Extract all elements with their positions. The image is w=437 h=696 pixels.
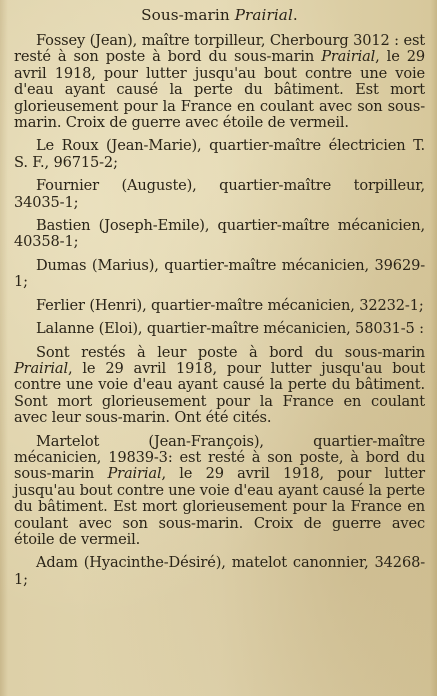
citation-martelot: Martelot (Jean-François), quartier-maître mécanicien, 19839-3: est resté à son poste, à bord du sous-marin Prairial, le 29 avril 1918, pour lutter jusqu'au bout contre une voie d'eau ayant causé la perte du bâtiment. Est mort glorieusement pour la France en coulant avec son sous-marin. Croix de guerre avec étoile de vermeil. <box>14 432 425 548</box>
citation-fossey: Fossey (Jean), maître torpilleur, Cherbourg 3012 : est resté à son poste à bord du sous-marin Prairial, le 29 avril 1918, pour lutter jusqu'au bout contre une voie d'eau ayant causé la perte du bâtiment. Est mort glorieusement pour la France en coulant avec son sous-marin. Croix de guerre avec étoile de vermeil. <box>14 32 425 132</box>
vessel-name: Prairial <box>321 48 376 66</box>
vessel-name: Prairial <box>107 465 162 483</box>
citation-fournier: Fournier (Auguste), quartier-maître torpilleur, 34035-1; <box>14 177 425 211</box>
citation-dumas: Dumas (Marius), quartier-maître mécanicien, 39629-1; <box>14 256 425 291</box>
citation-ferlier: Ferlier (Henri), quartier-maître mécanicien, 32232-1; <box>36 296 424 314</box>
citation-lalanne: Lalanne (Eloi), quartier-maître mécanicien, 58031-5 : <box>36 320 424 338</box>
citation-bastien: Bastien (Joseph-Emile), quartier-maître mécanicien, 40358-1; <box>14 217 425 251</box>
collective-citation: Sont restés à leur poste à bord du sous-marin Prairial, le 29 avril 1918, pour lutter jusqu'au bout contre une voie d'eau ayant causé la perte du bâtiment. Sont mort glorieusement pour la France en coulant avec leur sous-marin. Ont été cités. <box>14 343 425 427</box>
citation-le-roux: Le Roux (Jean-Marie), quartier-maître électricien T. S. F., 96715-2; <box>14 137 425 171</box>
vessel-name: Prairial <box>14 359 68 377</box>
section-title: Sous-marin Prairial. <box>141 6 298 24</box>
citation-adam: Adam (Hyacinthe-Désiré), matelot canonnier, 34268-1; <box>14 554 425 588</box>
vessel-name: Prairial <box>234 6 293 24</box>
